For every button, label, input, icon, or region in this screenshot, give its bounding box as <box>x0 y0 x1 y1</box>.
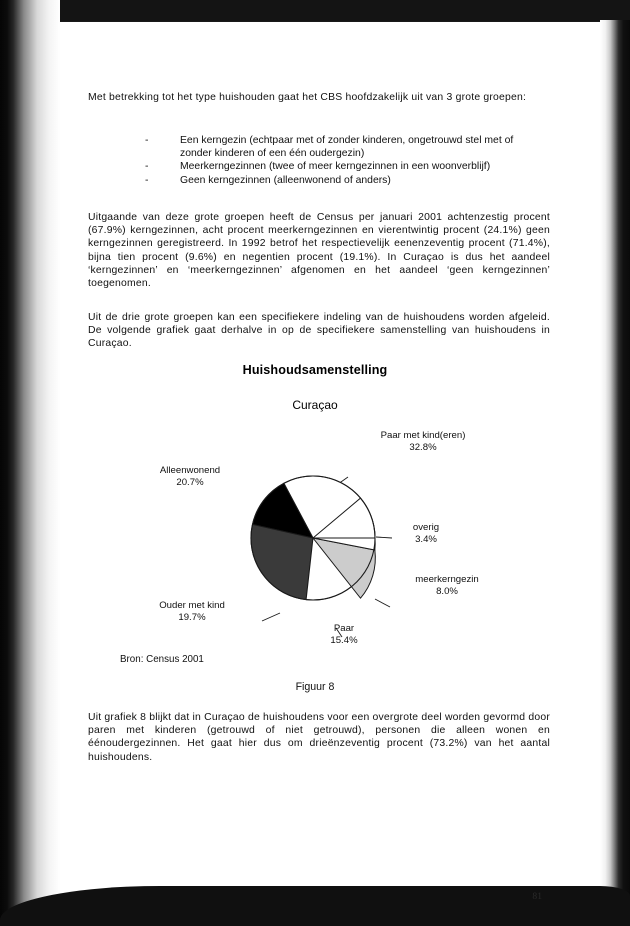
pie-label-paar-met-kinderen <box>348 430 498 453</box>
pie-label-text: Ouder met kind <box>159 600 225 611</box>
pie-label-text: Paar <box>333 623 355 634</box>
pie-slice-ouder-met-kind <box>251 524 313 599</box>
pie-slices <box>251 476 375 600</box>
pie-chart <box>100 425 540 665</box>
pie-label-value: 8.0% <box>436 585 458 597</box>
page-number: 81 <box>532 891 542 902</box>
bullet-marker: - <box>145 135 149 146</box>
pie-label-text: overig <box>412 522 440 533</box>
leader-line-overig <box>376 537 392 538</box>
bullet-marker: - <box>145 161 149 173</box>
pie-label-overig <box>396 522 456 545</box>
leader-line-ouder-met-kind <box>262 613 280 621</box>
chart-title: Huishoudsamenstelling <box>242 363 388 377</box>
pie-label-paar <box>308 623 380 646</box>
pie-label-value: 32.8% <box>409 441 437 453</box>
paragraph-census-figures: Uitgaande van deze grote groepen heeft de Census per januari 2001 achtenzestig procent (67.9%) kerngezinnen, acht procent meerkerngezinnen en vierentwintig procent (24.1%) geen kerngezinnen geregistreerd. In 1992 betrof het respectievelijk eenenzeventig procent (71.4%), bijna tien procent (9.6%) en negentien procent (19.1%). In Curaçao is dus het aandeel ‘kerngezinnen’ en ‘meerkerngezinnen’ afgenomen en het aandeel ‘geen kerngezinnen’ toegenomen. <box>88 212 550 290</box>
pie-label-text: meerkerngezin <box>415 574 479 585</box>
pie-label-text: Alleenwonend <box>159 465 221 476</box>
figure-caption: Figuur 8 <box>295 681 335 693</box>
bullet-text: Een kerngezin (echtpaar met of zonder kinderen, ongetrouwd stel met of zonder kinderen of een één oudergezin) <box>180 135 514 160</box>
group-definitions-list <box>145 134 545 187</box>
pie-label-value: 20.7% <box>176 476 204 488</box>
intro-paragraph: Met betrekking tot het type huishouden gaat het CBS hoofdzakelijk uit van 3 grote groepen: <box>88 92 527 103</box>
list-item <box>145 174 545 187</box>
pie-label-value: 3.4% <box>415 533 437 545</box>
bullet-marker: - <box>145 174 149 186</box>
bullet-text: Meerkerngezinnen (twee of meer kerngezinnen in een woonverblijf) <box>180 161 491 173</box>
pie-label-value: 15.4% <box>330 634 358 646</box>
list-item <box>145 160 545 173</box>
paragraph-chart-intro: Uit de drie grote groepen kan een specifiekere indeling van de huishoudens worden afgeleid. De volgende grafiek gaat derhalve in op de specifiekere samenstelling van huishoudens in Curaçao. <box>88 312 550 350</box>
pie-label-ouder-met-kind <box>122 600 262 623</box>
leader-line-meerkerngezin <box>375 599 390 607</box>
pie-label-text: Paar met kind(eren) <box>380 430 466 441</box>
chart-subtitle: Curaçao <box>292 398 338 412</box>
list-item <box>145 134 545 160</box>
pie-label-value: 19.7% <box>178 611 206 623</box>
pie-label-alleenwonend <box>120 465 260 488</box>
chart-source-note: Bron: Census 2001 <box>120 654 204 665</box>
bullet-text: Geen kerngezinnen (alleenwonend of anders) <box>180 174 391 186</box>
pie-label-meerkerngezin <box>392 574 502 597</box>
paragraph-conclusion: Uit grafiek 8 blijkt dat in Curaçao de huishoudens voor een overgrote deel worden gevormd door paren met kinderen (getrouwd of niet getrouwd), personen die alleen wonen en éénoudergezinnen. Het gaat hier dus om drieënzeventig procent (73.2%) van het aantal huishoudens. <box>88 712 550 763</box>
